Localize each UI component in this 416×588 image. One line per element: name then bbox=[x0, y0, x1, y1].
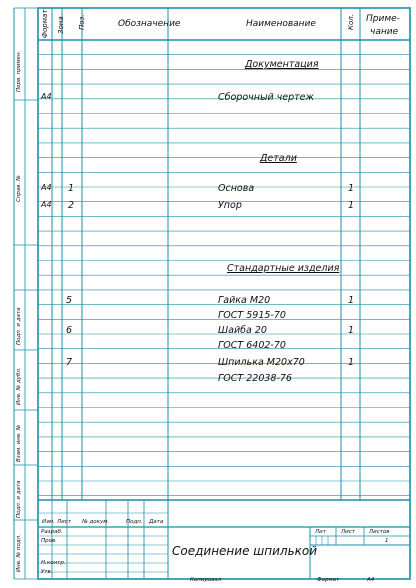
header-note-line-1: Приме- bbox=[366, 14, 400, 24]
header-format: Формат bbox=[41, 9, 49, 38]
margin-inv-original: Инв. № подл. bbox=[16, 534, 22, 572]
footer-copied: Копировал bbox=[190, 577, 222, 583]
part-2-quantity: 1 bbox=[348, 200, 355, 211]
std-3-standard: ГОСТ 22038-76 bbox=[218, 373, 292, 384]
tb-razrab: Разраб. bbox=[41, 529, 63, 535]
tb-sheets: Листов bbox=[369, 529, 390, 535]
std-1-name: Гайка М20 bbox=[218, 295, 271, 306]
part-1-position: 1 bbox=[68, 183, 75, 194]
part-2-format: А4 bbox=[41, 200, 52, 209]
tb-n-kontr: Н.контр. bbox=[41, 560, 66, 566]
assembly-format: А4 bbox=[41, 92, 52, 101]
std-1-standard: ГОСТ 5915-70 bbox=[218, 310, 286, 321]
header-zone: Зона bbox=[57, 16, 65, 34]
tb-date: Дата bbox=[149, 519, 164, 525]
part-1-quantity: 1 bbox=[348, 183, 355, 194]
std-3-position: 7 bbox=[66, 357, 73, 368]
margin-inv-duplicate: Инв. № дубл. bbox=[16, 367, 22, 405]
tb-list: Лист bbox=[57, 519, 71, 525]
tb-prov: Пров. bbox=[41, 538, 57, 544]
margin-reference-number: Справ. № bbox=[16, 175, 22, 202]
assembly-drawing-name: Сборочный чертеж bbox=[218, 92, 315, 103]
header-designation: Обозначение bbox=[118, 19, 181, 29]
tb-utv: Утв. bbox=[41, 569, 53, 575]
std-2-position: 6 bbox=[66, 325, 73, 336]
section-standard-items: Стандартные изделия bbox=[227, 263, 340, 274]
footer-format-label: Формат bbox=[317, 577, 340, 583]
std-1-quantity: 1 bbox=[348, 295, 355, 306]
tb-sign: Подп. bbox=[126, 519, 143, 525]
std-3-quantity: 1 bbox=[348, 357, 355, 368]
margin-replaces-inv: Взам. инв. № bbox=[16, 424, 22, 462]
document-title: Соединение шпилькой bbox=[172, 544, 318, 558]
tb-doc-no: № докум. bbox=[82, 519, 110, 525]
section-documentation: Документация bbox=[245, 59, 319, 70]
tb-sheet: Лист bbox=[341, 529, 355, 535]
std-1-position: 5 bbox=[66, 295, 73, 306]
footer-format-value: А4 bbox=[367, 577, 375, 583]
margin-sign-date-2: Подп. и дата bbox=[16, 480, 22, 518]
tb-izm: Изм. bbox=[42, 519, 55, 525]
tb-lit: Лит bbox=[315, 529, 326, 535]
std-2-quantity: 1 bbox=[348, 325, 355, 336]
header-position: Поз. bbox=[78, 14, 86, 30]
section-parts: Детали bbox=[260, 153, 297, 164]
header-name: Наименование bbox=[246, 19, 316, 29]
part-1-format: А4 bbox=[41, 183, 52, 192]
std-2-name: Шайба 20 bbox=[218, 325, 267, 336]
margin-sign-date-1: Подп. и дата bbox=[16, 307, 22, 345]
std-2-standard: ГОСТ 6402-70 bbox=[218, 340, 286, 351]
part-1-name: Основа bbox=[218, 183, 255, 194]
part-2-name: Упор bbox=[218, 200, 242, 211]
header-note-line-2: чание bbox=[370, 27, 399, 37]
std-3-name: Шпилька М20х70 bbox=[218, 357, 305, 368]
header-quantity: Кол. bbox=[347, 14, 355, 30]
part-2-position: 2 bbox=[68, 200, 75, 211]
margin-first-use: Перв. примен. bbox=[16, 50, 22, 92]
tb-sheets-value: 1 bbox=[385, 538, 389, 544]
